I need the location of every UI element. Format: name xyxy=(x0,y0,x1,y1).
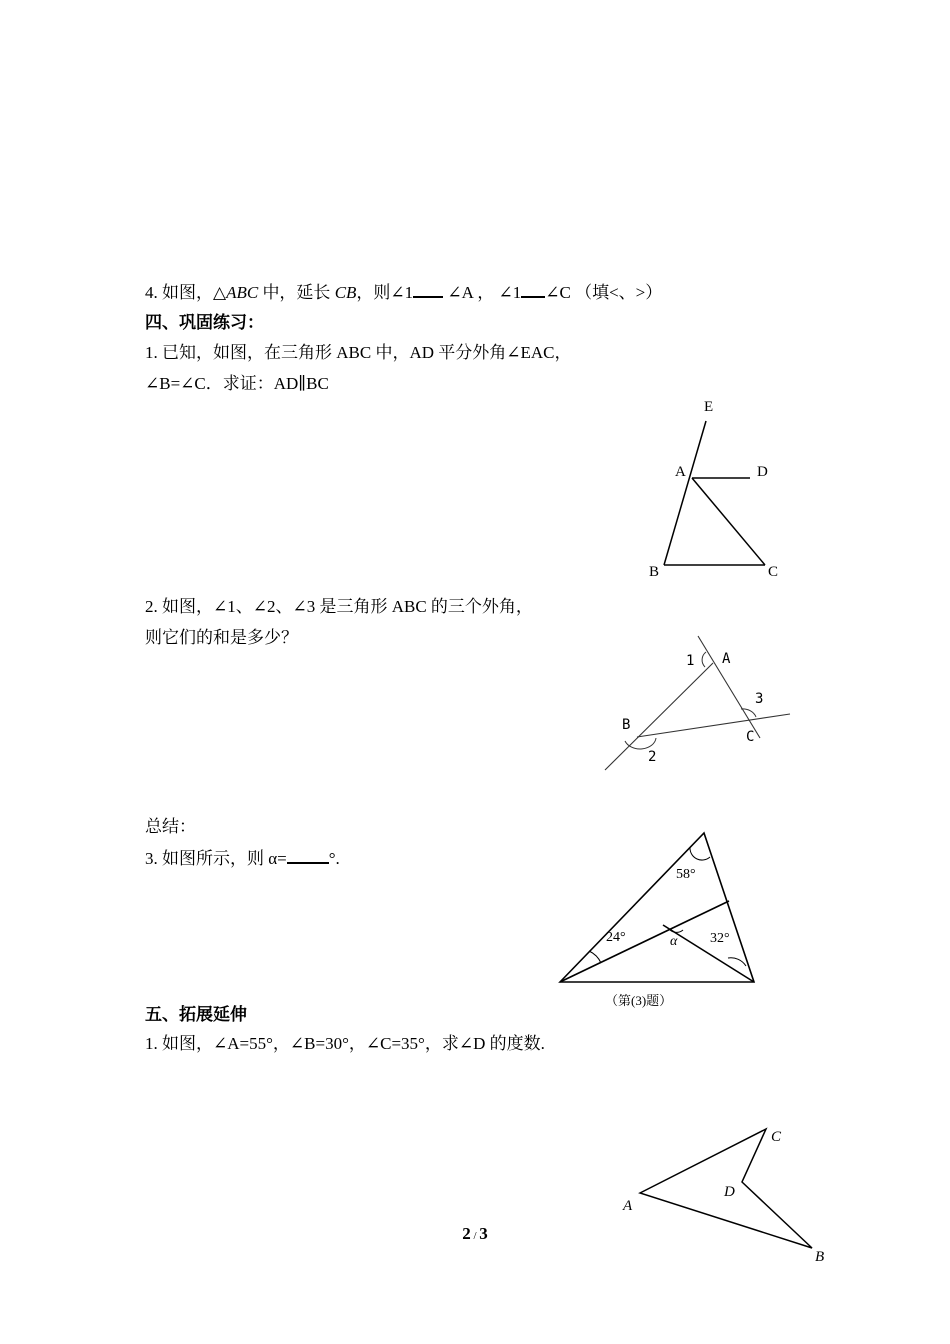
problem-2-line-2: 则它们的和是多少？ xyxy=(145,628,298,647)
problem-1-line-1: 1. 已知，如图，在三角形 ABC 中，AD 平分外角∠EAC， xyxy=(145,343,572,362)
section-5-problem-1: 1. 如图，∠A=55°，∠B=30°，∠C=35°，求∠D 的度数. xyxy=(145,1034,545,1053)
fig2-label-c: C xyxy=(746,729,755,745)
fig1-label-e: E xyxy=(704,399,714,415)
summary-label: 总结： xyxy=(145,817,196,836)
fig3-label-alpha: α xyxy=(670,934,678,949)
page-number xyxy=(0,1224,950,1244)
fig2-label-3: 3 xyxy=(755,691,764,707)
problem-1-line-2: ∠B=∠C．求证：AD∥BC xyxy=(145,374,329,393)
problem-3-text: 3. 如图所示，则 α= xyxy=(145,849,287,868)
fig1-label-b: B xyxy=(649,564,660,580)
section-4-title: 四、巩固练习： xyxy=(145,313,264,332)
page-separator: / xyxy=(470,1230,480,1242)
fig1-label-d: D xyxy=(757,464,768,480)
fig3-label-24: 24° xyxy=(606,930,626,945)
fig2-label-1: 1 xyxy=(686,653,695,669)
q4-segment-cb: CB xyxy=(334,283,357,302)
q4-number: 4. xyxy=(145,283,158,302)
fig4-label-b: B xyxy=(815,1249,825,1265)
fig2-label-2: 2 xyxy=(648,749,657,765)
fig4-label-d: D xyxy=(724,1184,735,1200)
q4-text-1: 如图，△ xyxy=(162,283,227,302)
fig3-label-58: 58° xyxy=(676,867,696,882)
fig4-label-a: A xyxy=(623,1198,633,1214)
q4-text-5: ∠C （填<、>） xyxy=(545,283,663,302)
fig2-label-b: B xyxy=(622,717,631,733)
q4-triangle-abc: ABC xyxy=(226,283,259,302)
section-5-title: 五、拓展延伸 xyxy=(145,1005,247,1024)
page-total: 3 xyxy=(479,1224,488,1243)
problem-3-degree: °. xyxy=(328,849,340,868)
fig2-label-a: A xyxy=(722,651,731,667)
fig3-caption: （第(3)题） xyxy=(605,993,673,1008)
fig1-label-c: C xyxy=(768,564,779,580)
fig1-label-a: A xyxy=(675,464,686,480)
fig4-label-c: C xyxy=(771,1129,782,1145)
q4-text-2: 中，延长 xyxy=(258,283,335,302)
page-current: 2 xyxy=(462,1224,471,1243)
fig3-label-32: 32° xyxy=(710,931,730,946)
q4-text-4: ∠A ， ∠1 xyxy=(443,283,522,302)
q4-text-3: ，则∠1 xyxy=(356,283,414,302)
problem-2-line-1: 2. 如图，∠1、∠2、∠3 是三角形 ABC 的三个外角， xyxy=(145,597,533,616)
